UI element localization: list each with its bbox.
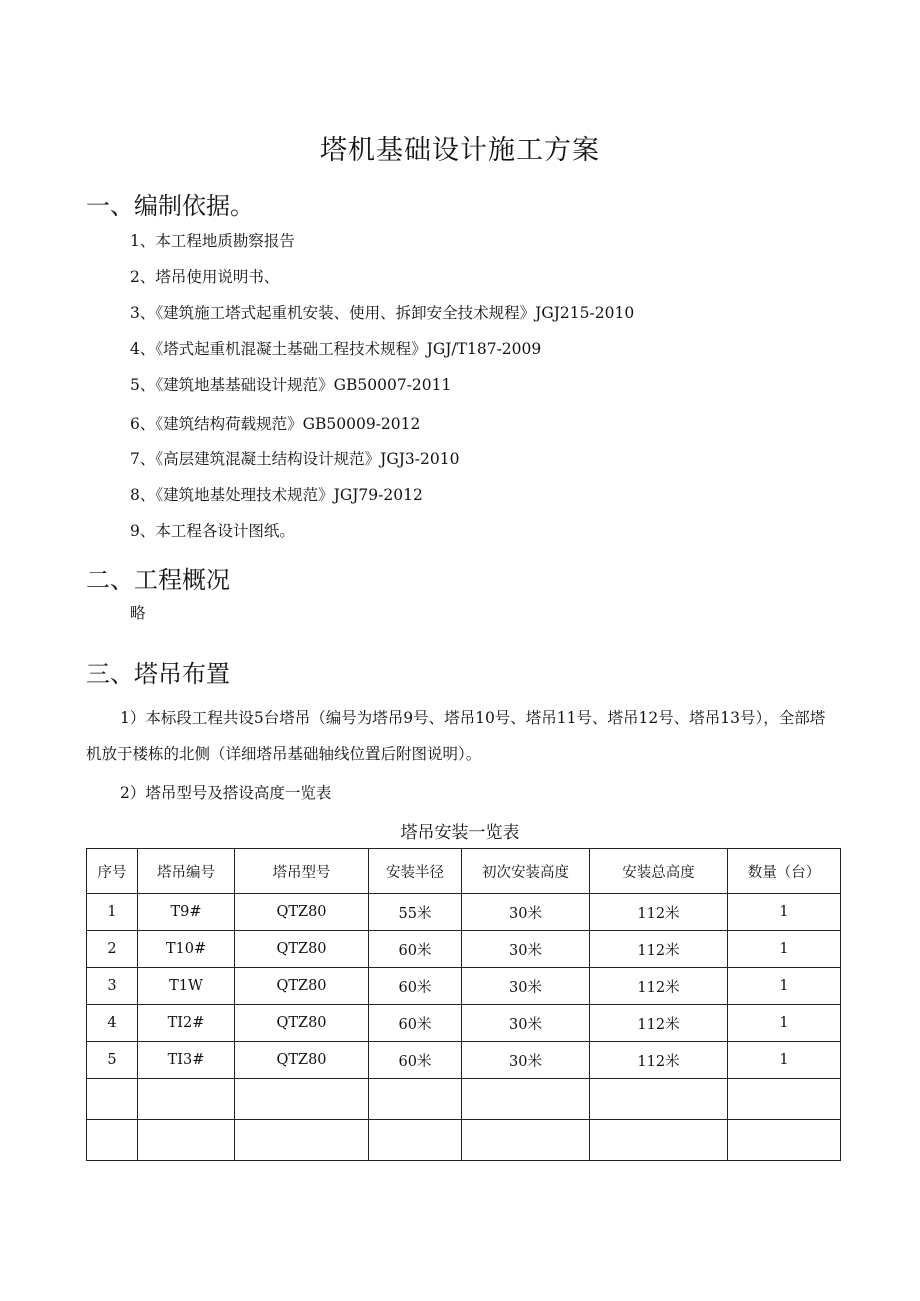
cell-initial-height: 30米 bbox=[462, 1042, 590, 1079]
cell-crane-no: T10# bbox=[138, 931, 235, 968]
basis-item: 2、塔吊使用说明书、 bbox=[130, 268, 280, 286]
table-row bbox=[87, 968, 841, 1005]
cell-quantity: 1 bbox=[728, 931, 841, 968]
col-header-model: 塔吊型号 bbox=[235, 849, 369, 894]
table-row bbox=[87, 931, 841, 968]
table-caption: 塔吊安装一览表 bbox=[400, 823, 520, 843]
section-heading-overview: 二、工程概况 bbox=[86, 566, 230, 594]
cell-quantity: 1 bbox=[728, 1005, 841, 1042]
cell-total-height: 112米 bbox=[590, 1042, 728, 1079]
table-row bbox=[87, 1042, 841, 1079]
cell-index: 5 bbox=[87, 1042, 138, 1079]
cell-model: QTZ80 bbox=[235, 931, 369, 968]
cell-radius: 60米 bbox=[369, 1005, 462, 1042]
cell-crane-no: TI3# bbox=[138, 1042, 235, 1079]
layout-paragraph: 1）本标段工程共设5台塔吊（编号为塔吊9号、塔吊10号、塔吊11号、塔吊12号、塔吊13号），全部塔机放于楼栋的北侧（详细塔吊基础轴线位置后附图说明）。 bbox=[86, 709, 826, 763]
overview-body: 略 bbox=[130, 604, 146, 622]
basis-item: 5、《建筑地基基础设计规范》GB50007-2011 bbox=[130, 376, 452, 394]
cell-total-height: 112米 bbox=[590, 931, 728, 968]
cell-crane-no: T9# bbox=[138, 894, 235, 931]
cell-index: 3 bbox=[87, 968, 138, 1005]
basis-item: 4、《塔式起重机混凝土基础工程技术规程》JGJ/T187-2009 bbox=[130, 340, 542, 358]
col-header-initial-height: 初次安装高度 bbox=[462, 849, 590, 894]
col-header-index: 序号 bbox=[87, 849, 138, 894]
section-heading-basis: 一、编制依据。 bbox=[86, 192, 254, 220]
cell-initial-height: 30米 bbox=[462, 968, 590, 1005]
cell-model: QTZ80 bbox=[235, 1005, 369, 1042]
cell-initial-height: 30米 bbox=[462, 931, 590, 968]
cell-model: QTZ80 bbox=[235, 894, 369, 931]
cell-crane-no: T1W bbox=[138, 968, 235, 1005]
cell-total-height: 112米 bbox=[590, 894, 728, 931]
table-row-empty bbox=[87, 1079, 841, 1120]
cell-index: 4 bbox=[87, 1005, 138, 1042]
section-heading-layout: 三、塔吊布置 bbox=[86, 660, 230, 688]
col-header-quantity: 数量（台） bbox=[728, 849, 841, 894]
cell-model: QTZ80 bbox=[235, 1042, 369, 1079]
cell-total-height: 112米 bbox=[590, 968, 728, 1005]
basis-item: 7、《高层建筑混凝土结构设计规范》JGJ3-2010 bbox=[130, 450, 460, 468]
basis-item: 1、本工程地质勘察报告 bbox=[130, 232, 295, 250]
layout-table-intro: 2）塔吊型号及搭设高度一览表 bbox=[120, 784, 332, 802]
cell-radius: 60米 bbox=[369, 931, 462, 968]
cell-radius: 60米 bbox=[369, 968, 462, 1005]
document-title: 塔机基础设计施工方案 bbox=[320, 135, 600, 166]
col-header-crane-no: 塔吊编号 bbox=[138, 849, 235, 894]
cell-radius: 60米 bbox=[369, 1042, 462, 1079]
cell-index: 1 bbox=[87, 894, 138, 931]
crane-table bbox=[86, 848, 841, 1161]
cell-quantity: 1 bbox=[728, 894, 841, 931]
cell-quantity: 1 bbox=[728, 968, 841, 1005]
table-row-empty bbox=[87, 1120, 841, 1161]
cell-initial-height: 30米 bbox=[462, 1005, 590, 1042]
table-row bbox=[87, 894, 841, 931]
cell-initial-height: 30米 bbox=[462, 894, 590, 931]
cell-radius: 55米 bbox=[369, 894, 462, 931]
cell-total-height: 112米 bbox=[590, 1005, 728, 1042]
cell-model: QTZ80 bbox=[235, 968, 369, 1005]
table-row bbox=[87, 1005, 841, 1042]
col-header-radius: 安装半径 bbox=[369, 849, 462, 894]
cell-crane-no: TI2# bbox=[138, 1005, 235, 1042]
col-header-total-height: 安装总高度 bbox=[590, 849, 728, 894]
cell-quantity: 1 bbox=[728, 1042, 841, 1079]
basis-item: 9、本工程各设计图纸。 bbox=[130, 522, 295, 540]
basis-item: 6、《建筑结构荷载规范》GB50009-2012 bbox=[130, 415, 421, 433]
basis-item: 8、《建筑地基处理技术规范》JGJ79-2012 bbox=[130, 486, 423, 504]
table-header-row bbox=[87, 849, 841, 894]
cell-index: 2 bbox=[87, 931, 138, 968]
basis-item: 3、《建筑施工塔式起重机安装、使用、拆卸安全技术规程》JGJ215-2010 bbox=[130, 304, 635, 322]
